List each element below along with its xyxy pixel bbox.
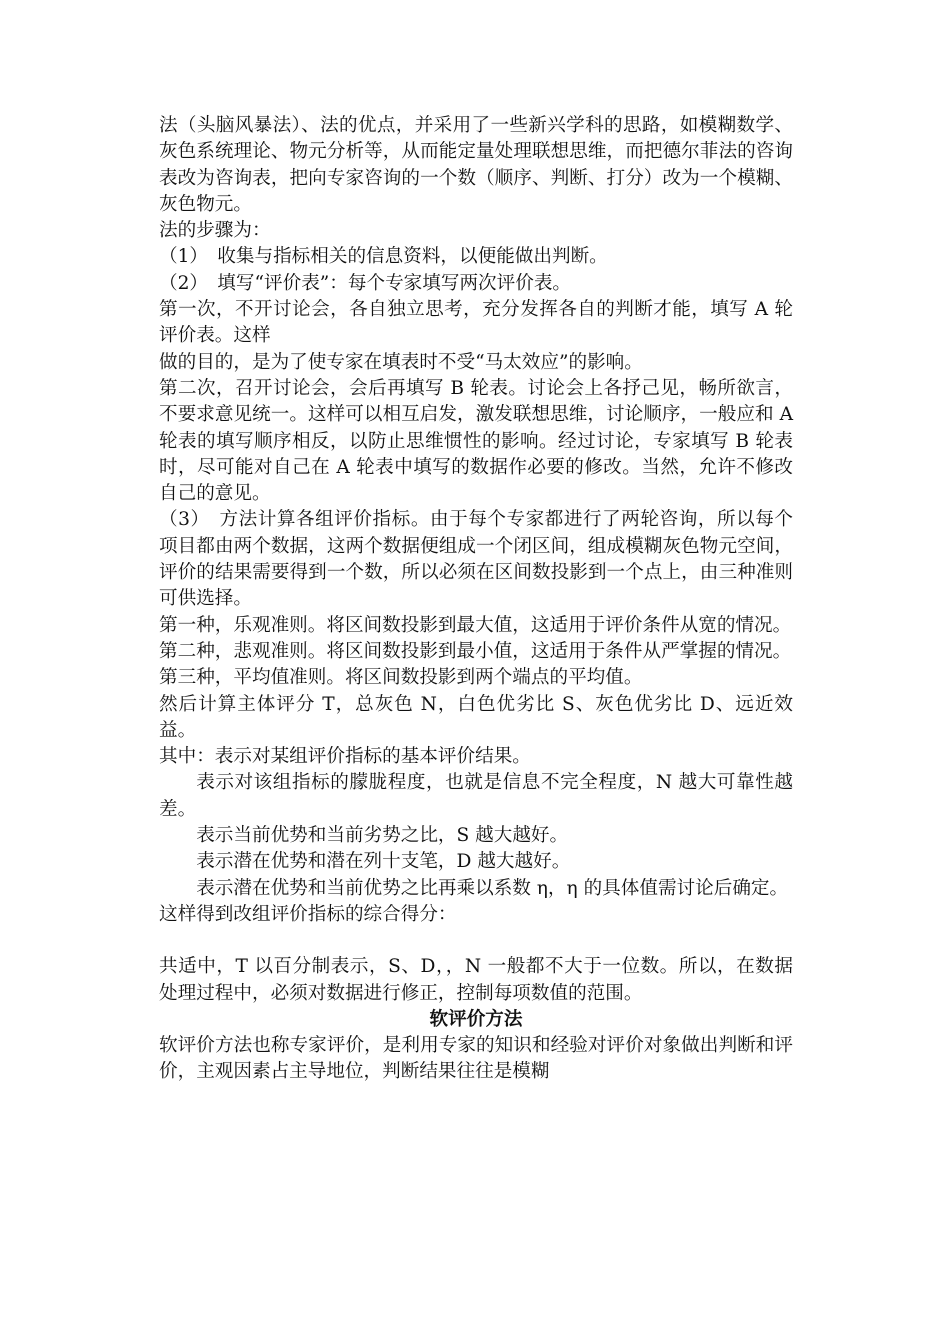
paragraph-n-definition: 表示对该组指标的朦胧程度，也就是信息不完全程度，N 越大可靠性越差。 (159, 772, 793, 820)
paragraph-step-3: （3） 方法计算各组评价指标。由于每个专家都进行了两轮咨询，所以每个项目都由两个数据，这两个数据便组成一个闭区间，组成模糊灰色物元空间，评价的结果需要得到一个数，所以必须在区间数投影到一个点上，由三种准则可供选择。 (159, 509, 793, 610)
paragraph-d-definition: 表示潜在优势和潜在列十支笔，D 越大越好。 (196, 851, 571, 873)
paragraph-where: 其中：表示对某组评价指标的基本评价结果。 (159, 746, 531, 768)
paragraph-soft-evaluation: 软评价方法也称专家评价，是利用专家的知识和经验对评价对象做出判断和评价，主观因素占主导地位，判断结果往往是模糊 (159, 1035, 793, 1083)
paragraph-composite-score: 这样得到改组评价指标的综合得分： (159, 903, 457, 925)
paragraph-first-round: 第一次，不开讨论会，各自独立思考，充分发挥各自的判断才能，填写 A 轮评价表。这样 (159, 299, 793, 347)
formula-gap (159, 928, 793, 954)
paragraph-first-round-purpose: 做的目的，是为了使专家在填表时不受“马太效应”的影响。 (159, 351, 643, 373)
section-heading: 软评价方法 (429, 1008, 523, 1030)
paragraph-value-range: 共适中，T 以百分制表示，S、D，，N 一般都不大于一位数。所以，在数据处理过程中，必须对数据进行修正，控制每项数值的范围。 (159, 956, 793, 1004)
paragraph-pessimistic-rule: 第二种，悲观准则。将区间数投影到最小值，这适用于条件从严掌握的情况。 (159, 640, 792, 662)
paragraph-compute-scores: 然后计算主体评分 T，总灰色 N，白色优劣比 S、灰色优劣比 D、远近效益。 (159, 693, 793, 741)
paragraph-second-round: 第二次，召开讨论会，会后再填写 B 轮表。讨论会上各抒己见，畅所欲言，不要求意见统一。这样可以相互启发，激发联想思维，讨论顺序，一般应和 A 轮表的填写顺序相反，以防止思维惯性的影响。经过讨论，专家填写 B 轮表时，尽可能对自己在 A 轮表中填写的数据作必要的修改。当然，允许不修改自己的意见。 (159, 377, 793, 505)
paragraph-average-rule: 第三种，平均值准则。将区间数投影到两个端点的平均值。 (159, 667, 643, 689)
paragraph-optimistic-rule: 第一种，乐观准则。将区间数投影到最大值，这适用于评价条件从宽的情况。 (159, 614, 792, 636)
paragraph-step-2: （2） 填写“评价表”：每个专家填写两次评价表。 (159, 272, 572, 294)
document-body (159, 113, 793, 1086)
paragraph-steps-title: 法的步骤为： (159, 220, 271, 242)
paragraph-intro: 法（头脑风暴法）、法的优点，并采用了一些新兴学科的思路，如模糊数学、灰色系统理论、物元分析等，从而能定量处理联想思维，而把德尔菲法的咨询表改为咨询表，把向专家咨询的一个数（顺序、判断、打分）改为一个模糊、灰色物元。 (159, 115, 793, 215)
paragraph-eta-definition: 表示潜在优势和当前优势之比再乘以系数 η，η 的具体值需讨论后确定。 (196, 877, 789, 899)
paragraph-step-1: （1） 收集与指标相关的信息资料，以便能做出判断。 (159, 246, 608, 268)
paragraph-s-definition: 表示当前优势和当前劣势之比，S 越大越好。 (196, 825, 569, 847)
